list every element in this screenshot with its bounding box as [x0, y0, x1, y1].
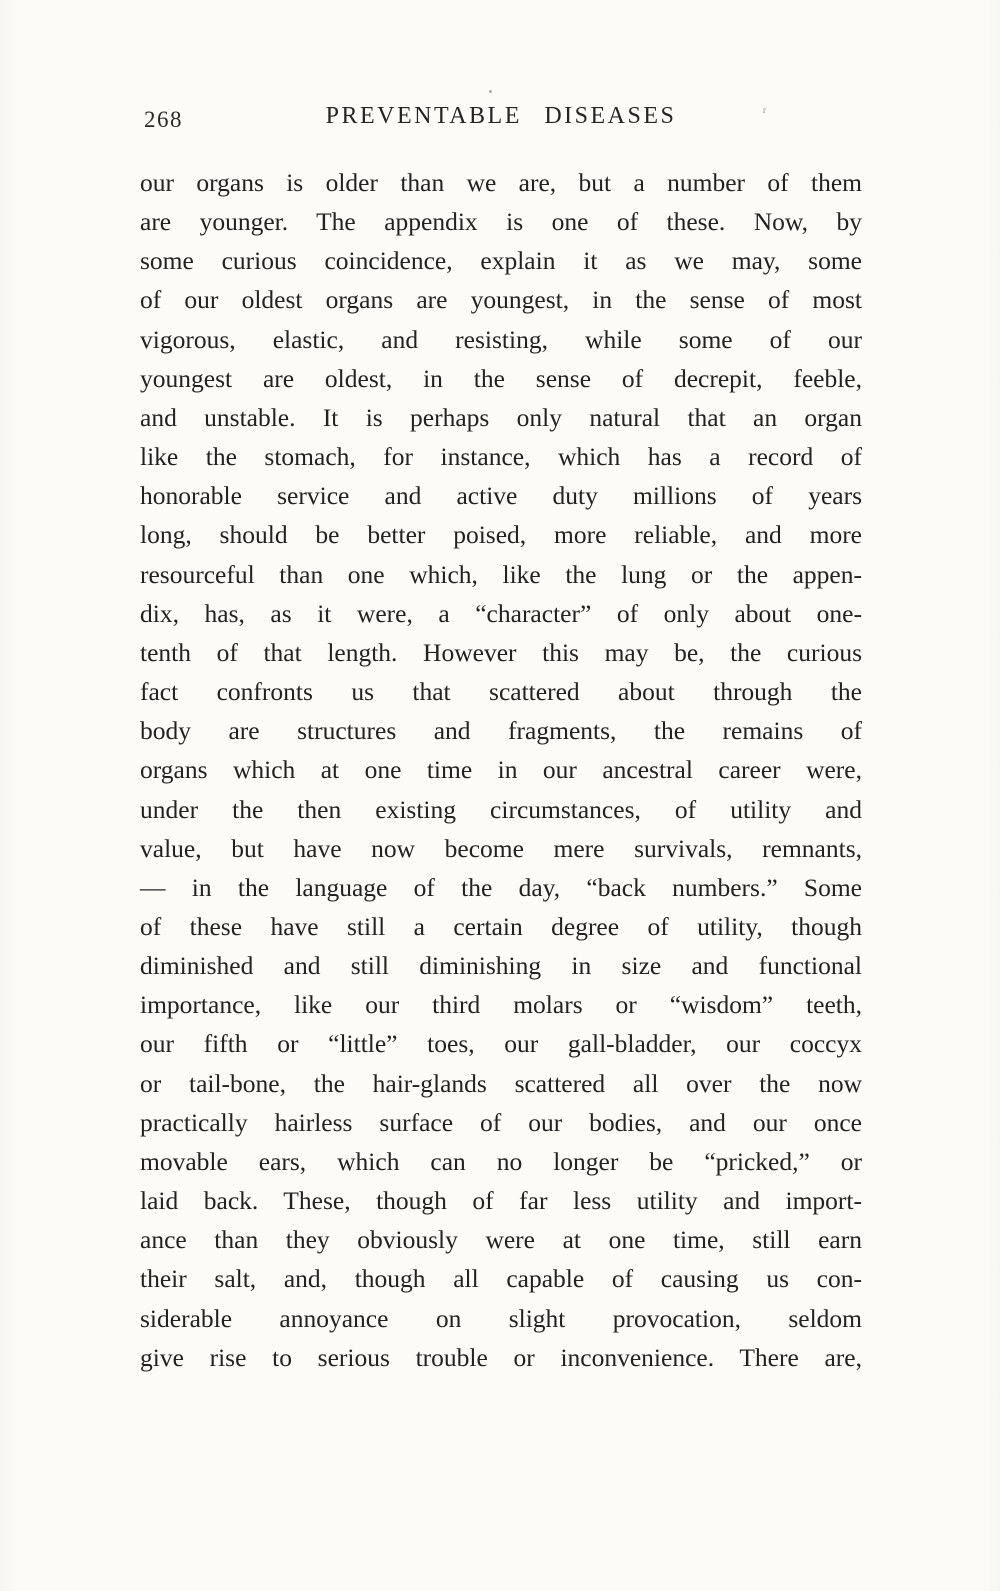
running-head: PREVENTABLE DISEASES	[325, 103, 677, 129]
text-line: youngest are oldest, in the sense of decrepit, feeble,	[140, 363, 862, 393]
text-line: dix, has, as it were, a “character” of only about one-	[140, 598, 862, 628]
text-line: laid back. These, though of far less utility and import-	[140, 1186, 862, 1216]
text-line: like the stomach, for instance, which has a record of	[140, 442, 862, 472]
text-line: movable ears, which can no longer be “pricked,” or	[140, 1146, 862, 1176]
text-line: and unstable. It is perhaps only natural that an organ	[140, 402, 862, 432]
page-number: 268	[144, 107, 183, 132]
text-line: their salt, and, though all capable of causing us con-	[140, 1264, 862, 1294]
text-line: body are structures and fragments, the remains of	[140, 716, 862, 746]
text-line: vigorous, elastic, and resisting, while some of our	[140, 324, 862, 354]
text-line: of these have still a certain degree of utility, though	[140, 911, 862, 941]
text-line: under the then existing circumstances, of utility and	[140, 794, 862, 824]
text-line: diminished and still diminishing in size and functional	[140, 951, 862, 981]
text-line: tenth of that length. However this may be, the curious	[140, 637, 862, 667]
text-line: ance than they obviously were at one time, still earn	[140, 1225, 862, 1255]
page-header	[140, 103, 862, 137]
text-line: fact confronts us that scattered about through the	[140, 677, 862, 707]
text-line: resourceful than one which, like the lung or the appen-	[140, 559, 862, 589]
text-line: some curious coincidence, explain it as we may, some	[140, 246, 862, 276]
text-line: siderable annoyance on slight provocation, seldom	[140, 1303, 862, 1333]
text-line: importance, like our third molars or “wisdom” teeth,	[140, 990, 862, 1020]
dust-speck	[489, 90, 492, 93]
text-line: practically hairless surface of our bodies, and our once	[140, 1107, 862, 1137]
text-line: our organs is older than we are, but a number of them	[140, 168, 862, 197]
text-line: give rise to serious trouble or inconvenience. There are,	[140, 1342, 862, 1372]
text-line: organs which at one time in our ancestral career were,	[140, 755, 862, 785]
text-line: are younger. The appendix is one of these. Now, by	[140, 207, 862, 237]
text-line: — in the language of the day, “back numbers.” Some	[140, 872, 862, 902]
text-line: of our oldest organs are youngest, in the sense of most	[140, 285, 862, 315]
body-text	[140, 163, 862, 1377]
text-line: or tail-bone, the hair-glands scattered all over the now	[140, 1068, 862, 1098]
text-line: long, should be better poised, more reliable, and more	[140, 520, 862, 550]
text-line: value, but have now become mere survivals, remnants,	[140, 833, 862, 863]
text-line: our fifth or “little” toes, our gall-bladder, our coccyx	[140, 1029, 862, 1059]
text-line: honorable service and active duty millions of years	[140, 481, 862, 511]
ink-mark: ʳ	[762, 105, 766, 121]
